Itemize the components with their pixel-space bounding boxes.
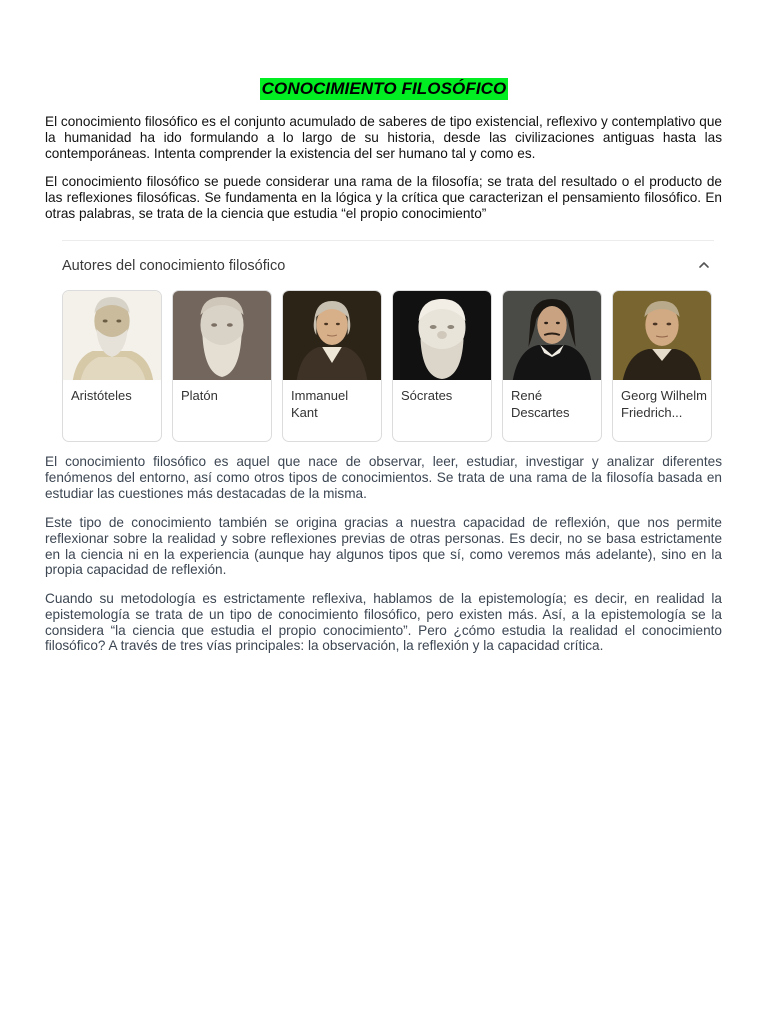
chevron-up-icon[interactable] [696, 257, 712, 273]
author-name: Aristóteles [71, 388, 132, 403]
panel-divider [62, 240, 714, 241]
author-card-kant[interactable] [282, 290, 382, 442]
hegel-portrait [613, 291, 711, 380]
author-name: Platón [181, 388, 218, 403]
socrates-portrait [393, 291, 491, 380]
author-card-hegel[interactable] [612, 290, 712, 442]
author-card-descartes[interactable] [502, 290, 602, 442]
authors-panel-title: Autores del conocimiento filosófico [62, 258, 286, 274]
author-card-aristoteles[interactable] [62, 290, 162, 442]
body-paragraph-1: El conocimiento filosófico es aquel que nace de observar, leer, estudiar, investigar y analizar diferentes fenómenos del entorno, así como otros tipos de conocimientos. Se trata de una rama de la filosofía basada en estudiar las cuestiones más destacadas de la misma. [45, 454, 722, 501]
intro-paragraph-2: El conocimiento filosófico se puede considerar una rama de la filosofía; se trata del resultado o el producto de las reflexiones filosóficas. Se fundamenta en la lógica y la crítica que caracterizan el pensamiento filosófico. En otras palabras, se trata de la ciencia que estudia “el propio conocimiento” [45, 174, 722, 221]
authors-panel-header[interactable] [62, 256, 714, 276]
aristoteles-portrait [63, 291, 161, 380]
title-container [0, 78, 768, 100]
author-name: René Descartes [511, 388, 570, 420]
author-name: Georg Wilhelm Friedrich... [621, 388, 707, 420]
platon-portrait [173, 291, 271, 380]
kant-portrait [283, 291, 381, 380]
author-card-platon[interactable] [172, 290, 272, 442]
body-paragraph-2: Este tipo de conocimiento también se origina gracias a nuestra capacidad de reflexión, que nos permite reflexionar sobre la realidad y sobre reflexiones previas de otras personas. Es decir, no se basa estrictamente en la ciencia ni en la experiencia (aunque hay algunos tipos que sí, como veremos más adelante), sino en la propia capacidad de reflexión. [45, 515, 722, 578]
page-title: CONOCIMIENTO FILOSÓFICO [261, 79, 507, 98]
authors-carousel [62, 290, 716, 444]
intro-paragraph-1: El conocimiento filosófico es el conjunto acumulado de saberes de tipo existencial, reflexivo y contemplativo que la humanidad ha ido formulando a lo largo de su historia, desde las civilizaciones antiguas hasta las contemporáneas. Intenta comprender la existencia del ser humano tal y como es. [45, 114, 722, 161]
descartes-portrait [503, 291, 601, 380]
author-name: Sócrates [401, 388, 453, 403]
author-name: Immanuel Kant [291, 388, 349, 420]
author-card-socrates[interactable] [392, 290, 492, 442]
body-paragraph-3: Cuando su metodología es estrictamente reflexiva, hablamos de la epistemología; es decir, en realidad la epistemología se trata de un tipo de conocimiento filosófico, pero existen más. Así, a la epistemología se la considera “la ciencia que estudia el propio conocimiento”. Pero ¿cómo estudia la realidad el conocimiento filosófico? A través de tres vías principales: la observación, la reflexión y la capacidad crítica. [45, 591, 722, 654]
